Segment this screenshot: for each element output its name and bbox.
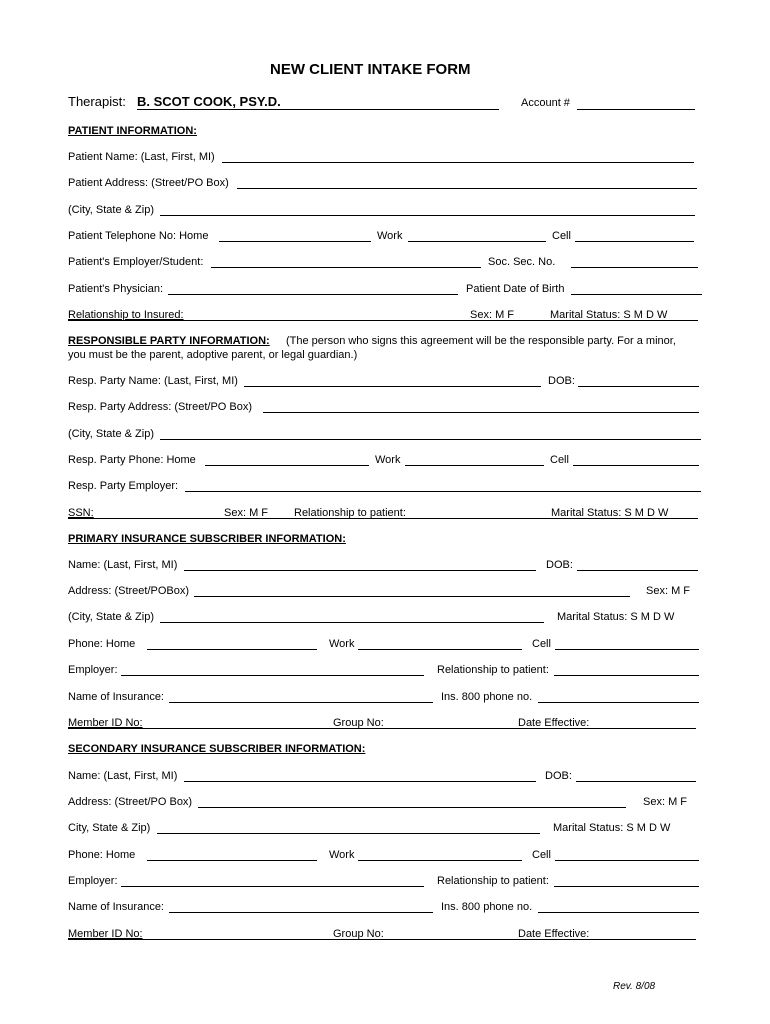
- patient-work-phone-field[interactable]: [408, 241, 546, 242]
- therapist-name: B. SCOT COOK, PSY.D.: [137, 94, 281, 109]
- resp-work-phone-field[interactable]: [405, 465, 544, 466]
- form-title: NEW CLIENT INTAKE FORM: [270, 61, 471, 78]
- resp-dob-label: DOB:: [548, 375, 575, 387]
- patient-home-phone-field[interactable]: [219, 241, 371, 242]
- patient-name-label: Patient Name: (Last, First, MI): [68, 151, 215, 163]
- secondary-work-label: Work: [329, 849, 355, 861]
- secondary-home-phone-field[interactable]: [147, 860, 317, 861]
- secondary-sex-label: Sex: M F: [643, 796, 688, 808]
- resp-employer-label: Resp. Party Employer:: [68, 480, 179, 492]
- patient-dob-field[interactable]: [571, 294, 702, 295]
- patient-phone-label: Patient Telephone No: Home: [68, 230, 209, 242]
- patient-city-label: (City, State & Zip): [68, 204, 154, 216]
- primary-ins-phone-field[interactable]: [538, 702, 699, 703]
- primary-group-label: Group No:: [333, 717, 384, 729]
- patient-physician-label: Patient's Physician:: [68, 283, 164, 295]
- patient-ssn-label: Soc. Sec. No.: [488, 256, 556, 268]
- patient-address-field[interactable]: [237, 188, 697, 189]
- secondary-name-field[interactable]: [184, 781, 536, 782]
- primary-sex-label: Sex: M F: [646, 585, 691, 597]
- primary-marital-label: Marital Status: S M D W: [557, 611, 675, 623]
- secondary-section-heading: SECONDARY INSURANCE SUBSCRIBER INFORMATION:: [68, 743, 366, 755]
- primary-cell-label: Cell: [532, 638, 551, 650]
- secondary-ins-phone-field[interactable]: [538, 912, 699, 913]
- patient-section-heading: PATIENT INFORMATION:: [68, 125, 197, 137]
- primary-insurance-label: Name of Insurance:: [68, 691, 164, 703]
- secondary-address-label: Address: (Street/PO Box): [68, 796, 193, 808]
- primary-work-label: Work: [329, 638, 355, 650]
- resp-sex-label: Sex: M F: [224, 507, 269, 519]
- primary-ins-phone-label: Ins. 800 phone no.: [441, 691, 533, 703]
- patient-work-label: Work: [377, 230, 403, 242]
- resp-phone-label: Resp. Party Phone: Home: [68, 454, 196, 466]
- primary-home-phone-field[interactable]: [147, 649, 317, 650]
- patient-relationship-label: Relationship to Insured:: [68, 309, 184, 321]
- therapist-label: Therapist:: [68, 94, 126, 109]
- secondary-cell-label: Cell: [532, 849, 551, 861]
- secondary-effective-label: Date Effective:: [518, 928, 590, 940]
- primary-member-label: Member ID No:: [68, 717, 143, 729]
- resp-home-phone-field[interactable]: [205, 465, 369, 466]
- resp-address-label: Resp. Party Address: (Street/PO Box): [68, 401, 253, 413]
- resp-city-label: (City, State & Zip): [68, 428, 154, 440]
- resp-address-field[interactable]: [263, 412, 699, 413]
- secondary-work-phone-field[interactable]: [358, 860, 522, 861]
- patient-cell-field[interactable]: [575, 241, 694, 242]
- secondary-city-field[interactable]: [157, 833, 540, 834]
- primary-name-field[interactable]: [184, 570, 536, 571]
- secondary-city-label: City, State & Zip): [68, 822, 151, 834]
- secondary-phone-label: Phone: Home: [68, 849, 136, 861]
- primary-relationship-field[interactable]: [554, 675, 699, 676]
- patient-marital-label: Marital Status: S M D W: [550, 309, 668, 321]
- secondary-employer-field[interactable]: [121, 886, 424, 887]
- primary-section-heading: PRIMARY INSURANCE SUBSCRIBER INFORMATION:: [68, 533, 346, 545]
- secondary-ins-phone-label: Ins. 800 phone no.: [441, 901, 533, 913]
- primary-city-label: (City, State & Zip): [68, 611, 154, 623]
- primary-address-label: Address: (Street/POBox): [68, 585, 190, 597]
- patient-employer-label: Patient's Employer/Student:: [68, 256, 204, 268]
- resp-name-field[interactable]: [244, 386, 541, 387]
- primary-dob-field[interactable]: [577, 570, 698, 571]
- secondary-relationship-field[interactable]: [554, 886, 699, 887]
- resp-dob-field[interactable]: [578, 386, 699, 387]
- patient-cell-label: Cell: [552, 230, 571, 242]
- account-field[interactable]: [577, 109, 695, 110]
- account-label: Account #: [521, 97, 570, 109]
- secondary-dob-field[interactable]: [576, 781, 696, 782]
- patient-dob-label: Patient Date of Birth: [466, 283, 565, 295]
- primary-work-phone-field[interactable]: [358, 649, 522, 650]
- therapist-line: [137, 109, 499, 110]
- primary-cell-field[interactable]: [555, 649, 699, 650]
- resp-relationship-label: Relationship to patient:: [294, 507, 406, 519]
- secondary-insurance-label: Name of Insurance:: [68, 901, 164, 913]
- primary-employer-field[interactable]: [121, 675, 424, 676]
- patient-employer-field[interactable]: [211, 267, 481, 268]
- resp-cell-label: Cell: [550, 454, 569, 466]
- responsible-note-line1: (The person who signs this agreement will be the responsible party. For a minor,: [286, 335, 676, 347]
- resp-name-label: Resp. Party Name: (Last, First, MI): [68, 375, 238, 387]
- patient-city-field[interactable]: [160, 215, 695, 216]
- primary-relationship-label: Relationship to patient:: [437, 664, 549, 676]
- primary-dob-label: DOB:: [546, 559, 573, 571]
- primary-address-field[interactable]: [194, 596, 630, 597]
- responsible-note-line2: you must be the parent, adoptive parent, or legal guardian.): [68, 349, 358, 361]
- patient-ssn-field[interactable]: [571, 267, 698, 268]
- secondary-address-field[interactable]: [198, 807, 626, 808]
- primary-phone-label: Phone: Home: [68, 638, 136, 650]
- resp-employer-field[interactable]: [185, 491, 701, 492]
- secondary-insurance-field[interactable]: [169, 912, 433, 913]
- resp-work-label: Work: [375, 454, 401, 466]
- secondary-member-label: Member ID No:: [68, 928, 143, 940]
- primary-city-field[interactable]: [160, 622, 544, 623]
- primary-employer-label: Employer:: [68, 664, 118, 676]
- secondary-dob-label: DOB:: [545, 770, 572, 782]
- secondary-cell-field[interactable]: [555, 860, 699, 861]
- resp-city-field[interactable]: [160, 439, 701, 440]
- primary-effective-label: Date Effective:: [518, 717, 590, 729]
- primary-insurance-field[interactable]: [169, 702, 433, 703]
- secondary-employer-label: Employer:: [68, 875, 118, 887]
- revision-label: Rev. 8/08: [613, 981, 656, 992]
- secondary-relationship-label: Relationship to patient:: [437, 875, 549, 887]
- resp-ssn-label: SSN:: [68, 507, 94, 519]
- responsible-section-heading: RESPONSIBLE PARTY INFORMATION:: [68, 335, 270, 347]
- primary-name-label: Name: (Last, First, MI): [68, 559, 178, 571]
- patient-physician-field[interactable]: [168, 294, 458, 295]
- patient-name-field[interactable]: [222, 162, 694, 163]
- resp-marital-label: Marital Status: S M D W: [551, 507, 669, 519]
- patient-address-label: Patient Address: (Street/PO Box): [68, 177, 229, 189]
- secondary-group-label: Group No:: [333, 928, 384, 940]
- resp-cell-field[interactable]: [573, 465, 699, 466]
- secondary-marital-label: Marital Status: S M D W: [553, 822, 671, 834]
- secondary-name-label: Name: (Last, First, MI): [68, 770, 178, 782]
- patient-sex-label: Sex: M F: [470, 309, 515, 321]
